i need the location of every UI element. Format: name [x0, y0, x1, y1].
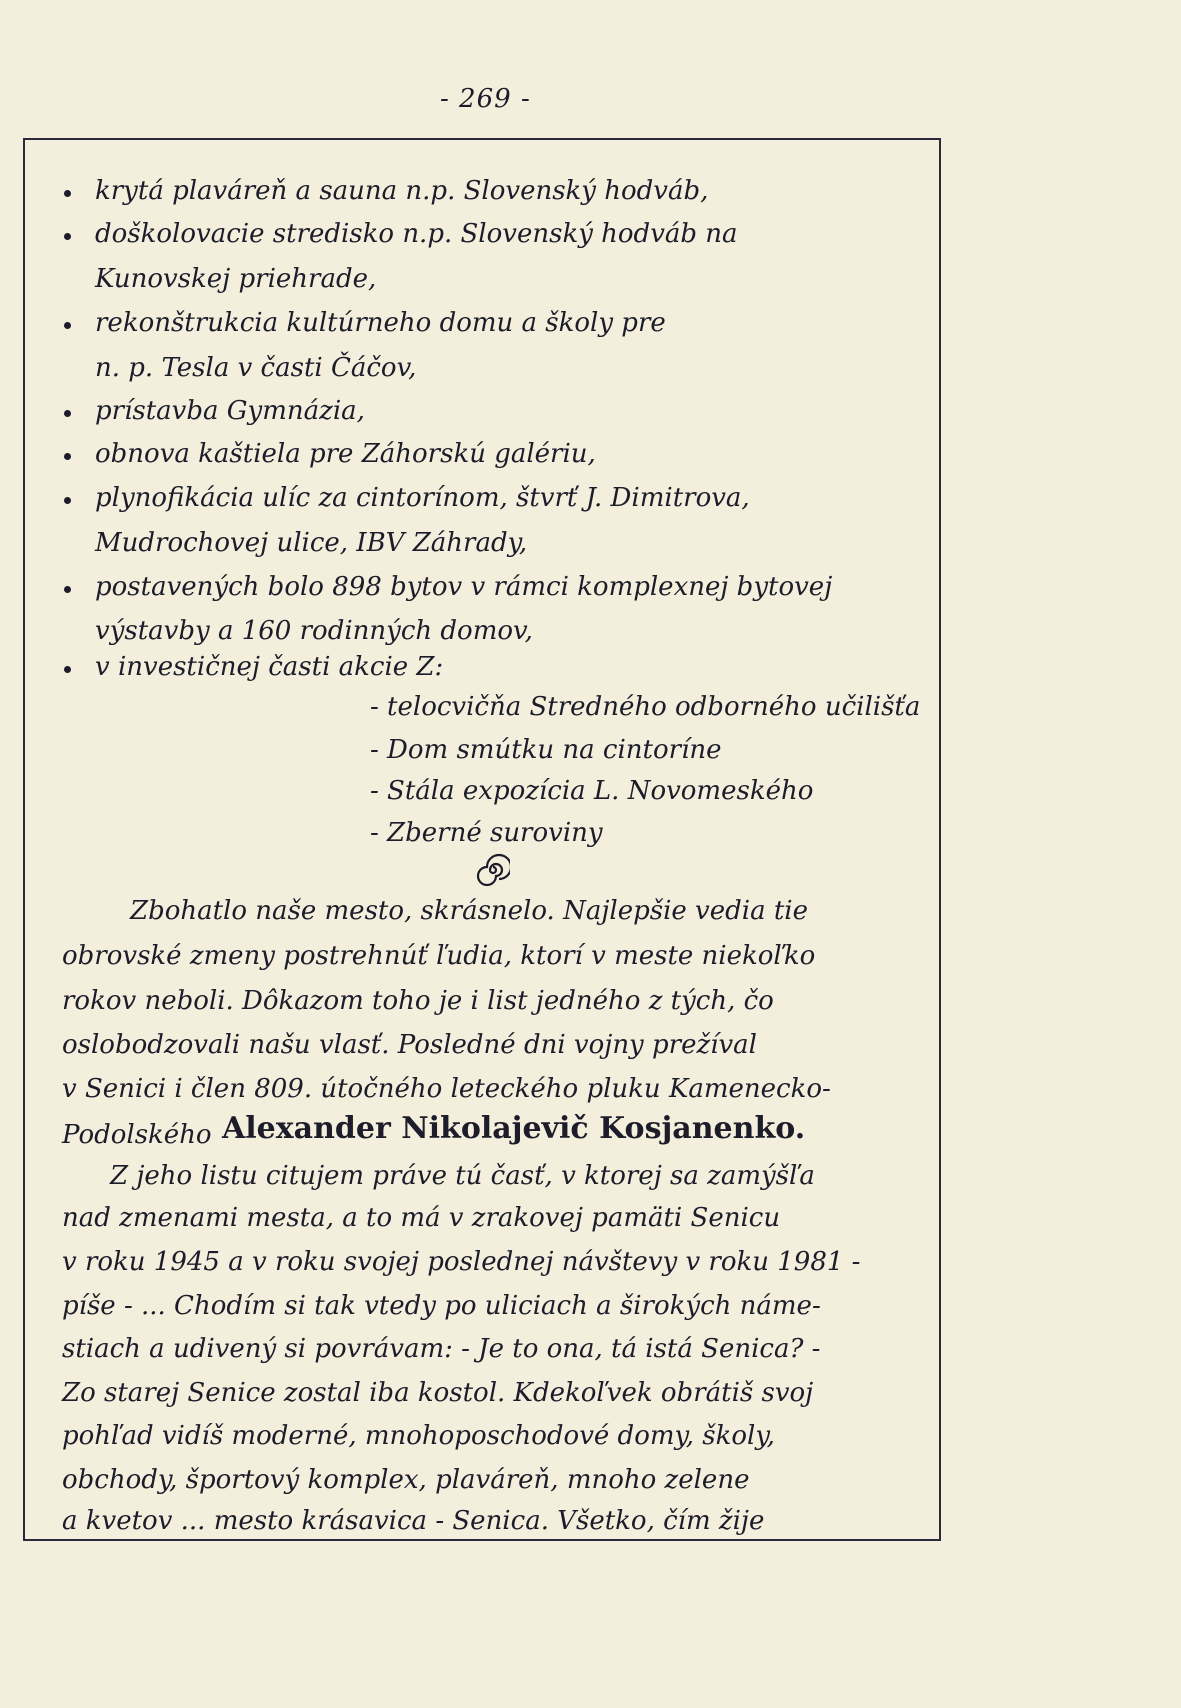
bullet-dot [64, 586, 71, 593]
bullet-item-5: obnova kaštiela pre Záhorskú galériu, [95, 439, 596, 469]
text-line: píše - ... Chodím si tak vtedy po uliciach a širokých náme- [62, 1291, 821, 1321]
bullet-dot [64, 453, 71, 460]
bullet-item-2: doškolovacie stredisko n.p. Slovenský hodváb na [95, 219, 738, 249]
text-line: rokov neboli. Dôkazom toho je i list jedného z tých, čo [62, 986, 774, 1016]
sub-item: - telocvičňa Stredného odborného učilišťa [370, 692, 921, 722]
text-line: v roku 1945 a v roku svojej poslednej návštevy v roku 1981 - [62, 1247, 861, 1277]
text-line: nad zmenami mesta, a to má v zrakovej pamäti Senicu [62, 1203, 781, 1233]
bullet-item-1: krytá plaváreň a sauna n.p. Slovenský hodváb, [95, 176, 709, 206]
text-line: pohľad vidíš moderné, mnohoposchodové domy, školy, [62, 1421, 775, 1451]
spiral-ornament-icon [476, 853, 510, 887]
bullet-item-3-cont: n. p. Tesla v časti Čáčov, [95, 353, 417, 383]
bullet-dot [64, 322, 71, 329]
page-number: - 269 - [440, 84, 531, 114]
bullet-dot [64, 410, 71, 417]
text-line: Podolského [62, 1120, 212, 1150]
bullet-item-7-cont: výstavby a 160 rodinných domov, [95, 616, 533, 646]
bullet-item-6: plynofikácia ulíc za cintorínom, štvrť J. Dimitrova, [95, 483, 750, 513]
bullet-item-3: rekonštrukcia kultúrneho domu a školy pre [95, 308, 666, 338]
text-line: a kvetov ... mesto krásavica - Senica. Všetko, čím žije [62, 1506, 765, 1536]
bullet-item-8: v investičnej časti akcie Z: [95, 652, 444, 682]
bullet-dot [64, 497, 71, 504]
bullet-dot [64, 233, 71, 240]
bullet-dot [64, 190, 71, 197]
text-line: stiach a udivený si povrávam: - Je to ona, tá istá Senica? - [62, 1334, 821, 1364]
sub-item: - Zberné suroviny [370, 818, 603, 848]
text-line: Z jeho listu citujem práve tú časť, v ktorej sa zamýšľa [110, 1161, 815, 1191]
sub-item: - Stála expozícia L. Novomeského [370, 776, 814, 806]
text-line: obchody, športový komplex, plaváreň, mnoho zelene [62, 1465, 750, 1495]
text-line: Zbohatlo naše mesto, skrásnelo. Najlepšie vedia tie [130, 896, 809, 926]
text-line: Zo starej Senice zostal iba kostol. Kdekoľvek obrátiš svoj [62, 1378, 814, 1408]
text-line: oslobodzovali našu vlasť. Posledné dni vojny prežíval [62, 1030, 757, 1060]
bullet-item-7: postavených bolo 898 bytov v rámci komplexnej bytovej [95, 572, 833, 602]
person-name: Alexander Nikolajevič Kosjanenko. [222, 1111, 806, 1146]
bullet-dot [64, 666, 71, 673]
text-line: v Senici i člen 809. útočného leteckého pluku Kamenecko- [62, 1074, 831, 1104]
bullet-item-4: prístavba Gymnázia, [95, 396, 365, 426]
bullet-item-2-cont: Kunovskej priehrade, [95, 264, 377, 294]
bullet-item-6-cont: Mudrochovej ulice, IBV Záhrady, [95, 528, 528, 558]
sub-item: - Dom smútku na cintoríne [370, 735, 722, 765]
text-line: obrovské zmeny postrehnúť ľudia, ktorí v meste niekoľko [62, 941, 816, 971]
